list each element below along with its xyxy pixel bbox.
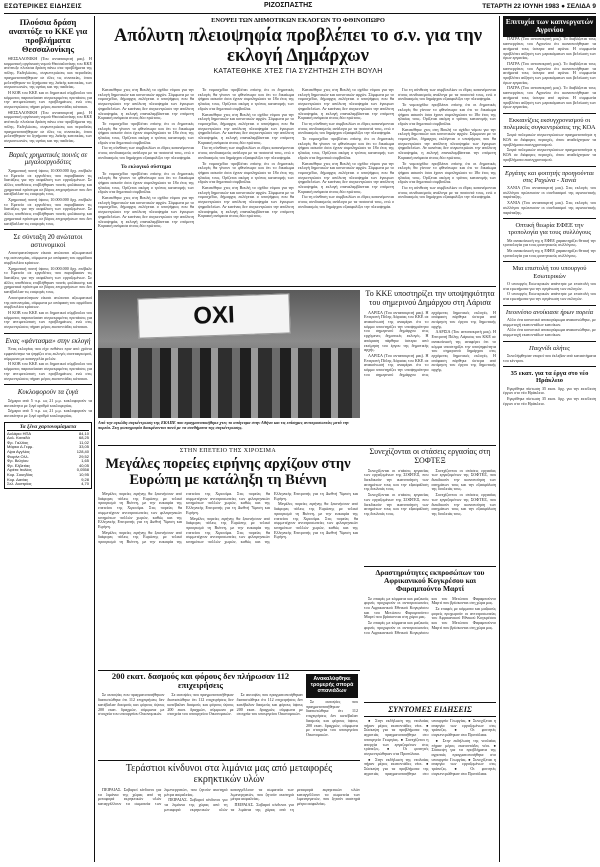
column-divider: [94, 16, 95, 862]
tax-article: 200 εκατ. δασμούς και φόρους δεν πλήρωσαν 112 επιχειρήσεις Σε αυτοψίες που πραγματοποιήθηκαν διαπιστώθηκε ότι 112 επιχειρήσεις δεν κατέβαλαν δασμούς και φόρους ύψους 200 εκατ. δραχμών, σύμφωνα με στοιχεία του υπουργείου Οικονομικών. Σε αυτοψίες που πραγματοποιήθηκαν διαπιστώθηκε ότι 112 επιχειρήσεις δεν κατέβαλαν δασμούς και φόρους ύψους 200 εκατ. δραχμών, σύμφωνα με στοιχεία του υπουργείου Οικονομικών. Σε αυτοψίες που πραγματοποιήθηκαν διαπιστώθηκε ότι 112 επιχειρήσεις δεν κατέβαλαν δασμούς και φόρους ύψους 200 εκατ. δραχμών, σύμφωνα με στοιχεία του υπουργείου Οικονομικών.: [98, 672, 303, 717]
softex-article: Συνεχίζονται οι στάσεις εργασίας στη ΣΟΦΤΕΞ Συνεχίζονται οι στάσεις εργασίας των εργαζομένων της ΣΟΦΤΕΞ, που διεκδικούν την ικανοποίηση των αιτημάτων τους και την εξασφάλιση της δουλειάς τους. Συνεχίζονται οι στάσεις εργασίας των εργαζομένων της ΣΟΦΤΕΞ, που διεκδικούν την ικανοποίηση των αιτημάτων τους και την εξασφάλιση της δουλειάς τους. Συνεχίζονται οι στάσεις εργασίας των εργαζομένων της ΣΟΦΤΕΞ, που διεκδικούν την ικανοποίηση των αιτημάτων τους και την εξασφάλιση της δουλειάς τους. Συνεχίζονται οι στάσεις εργασίας των εργαζομένων της ΣΟΦΤΕΞ, που διεκδικούν την ικανοποίηση των αιτημάτων τους και την εξασφάλιση της δουλειάς τους.: [364, 448, 496, 516]
subsection-heading: Το εκλογικό σύστημα: [120, 163, 172, 170]
article-heading: Τεράστιοι κίνδυνοι στα λιμάνια μας από μεταφορές εκρηκτικών υλών: [125, 763, 333, 785]
article-heading: Εκκαινίζεις εκσυγχρονισμού οι πολεμικές συγκεντρώσεις της ΚΟΑ: [503, 116, 596, 132]
article-heading: Ιτεοινέσιο ανοίκιασε ήρων πορεία: [505, 308, 594, 316]
left-column: [4, 16, 92, 862]
short-news: ΣΥΝΤΟΜΕΣ ΕΙΔΗΣΕΙΣ ● Στην εκδήλωση της νεολαίας πήραν μέρος εκατοντάδες νέοι. ● Σύσκεψη για τα προβλήματα της αγροτιάς πραγματοποιήθηκε στο υπουργείο Γεωργίας. ● Συνεχίζεται η απεργία των εργαζομένων στις τράπεζες. ● Οι φοιτητές συγκεντρώθηκαν στα Προπύλαια. ● Στην εκδήλωση της νεολαίας πήραν μέρος εκατοντάδες νέοι. ● Σύσκεψη για τα προβλήματα της αγροτιάς πραγματοποιήθηκε στο υπουργείο Γεωργίας. ● Συνεχίζεται η απεργία των εργαζομένων στις τράπεζες. ● Οι φοιτητές συγκεντρώθηκαν στα Προπύλαια. ● Στην εκδήλωση της νεολαίας πήραν μέρος εκατοντάδες νέοι. ● Σύσκεψη για τα προβλήματα της αγροτιάς πραγματοποιήθηκε στο υπουργείο Γεωργίας. ● Συνεχίζεται η απεργία των εργαζομένων στις τράπεζες. ● Οι φοιτητές συγκεντρώθηκαν στα Προπύλαια.: [364, 702, 496, 863]
article-heading: Μια επιστολή του υπουργού Εσωτερικών: [512, 265, 587, 280]
story-column: Κατατέθηκε χτες στη Βουλή το σχέδιο νόμου για την εκλογή δημοτικών και κοινοτικών αρχών. Σύμφωνα με το νομοσχέδιο, δήμαρχος εκλέγεται ο υποψήφιος που θα συγκεντρώσει την απόλυτη πλειοψηφία των έγκυρων ψηφοδελτίων. Αν κανένας δεν συγκεντρώσει την απόλυτη πλειοψηφία, η εκλογή επαναλαμβάνεται την επόμενη Κυριακή ανάμεσα στους δύο πρώτους. Το νομοσχέδιο προβλέπει επίσης ότι οι δημοτικές εκλογές θα γίνουν το φθινόπωρο και ότι το δικαίωμα ψήφου ασκούν όσοι έχουν συμπληρώσει το 18ο έτος της ηλικίας τους. Ορίζεται ακόμη ο τρόπος κατανομής των εδρών στα δημοτικά συμβούλια. Για τη σύνθεση των συμβουλίων οι έδρες κατανέμονται στους συνδυασμούς ανάλογα με τα ποσοστά τους, ενώ ο συνδυασμός του δημάρχου εξασφαλίζει την πλειοψηφία. Το εκλογικό σύστημα Το νομοσχέδιο προβλέπει επίσης ότι οι δημοτικές εκλογές θα γίνουν το φθινόπωρο και ότι το δικαίωμα ψήφου ασκούν όσοι έχουν συμπληρώσει το 18ο έτος της ηλικίας τους. Ορίζεται ακόμη ο τρόπος κατανομής των εδρών στα δημοτικά συμβούλια. Κατατέθηκε χτες στη Βουλή το σχέδιο νόμου για την εκλογή δημοτικών και κοινοτικών αρχών. Σύμφωνα με το νομοσχέδιο, δήμαρχος εκλέγεται ο υποψήφιος που θα συγκεντρώσει την απόλυτη πλειοψηφία των έγκυρων ψηφοδελτίων. Αν κανένας δεν συγκεντρώσει την απόλυτη πλειοψηφία, η εκλογή επαναλαμβάνεται την επόμενη Κυριακή ανάμεσα στους δύο πρώτους.: [98, 88, 194, 229]
article-heading: Δραστηριότητες εκπροσώπων του Αφρικανικού Κογκρέσου και Φαραμπούντο Μαρτί: [375, 569, 485, 594]
currency-name: Μάρκο Δ.Γερμ.: [7, 444, 34, 450]
currency-title: Τα ξένα χαρτονομίσματα: [7, 424, 89, 431]
article-heading: Επιτυχία των καπνεργατών Αγρινίου: [503, 16, 596, 37]
article-heading: Οπτική θεωρία ΕΦΕΕ την τροπολογία για τους συλλόγους: [508, 222, 591, 237]
date-page: ΤΕΤΑΡΤΗ 22 ΙΟΥΝΗ 1983 ● ΣΕΛΙΔΑ 9: [482, 3, 596, 10]
article-body: Χρηματική ποινή ύψους 10.000.000 δρχ. επέβαλε το Εφετείο σε εργοδότες που παραβίασαν τις διατάξεις για την ασφάλιση των εργαζομένων. Σε άλλες υποθέσεις επιβλήθηκαν ποινές φυλάκισης και χρηματικά πρόστιμα σε βάρος επιχειρήσεων που δεν κατέβαλλαν τις εισφορές τους. Χρηματική ποινή ύψους 10.000.000 δρχ. επέβαλε το Εφετείο σε εργοδότες που παραβίασαν τις διατάξεις για την ασφάλιση των εργαζομένων. Σε άλλες υποθέσεις επιβλήθηκαν ποινές φυλάκισης και χρηματικά πρόστιμα σε βάρος επιχειρήσεων που δεν κατέβαλλαν τις εισφορές τους.: [4, 167, 92, 226]
short-news-heading: ΣΥΝΤΟΜΕΣ ΕΙΔΗΣΕΙΣ: [364, 703, 496, 717]
article-body: Αποστρατεύτηκαν είκοσι ανώτατοι αξιωματικοί της αστυνομίας, σύμφωνα με απόφαση του αρμόδιου συμβουλίου κρίσεων. Χρηματική ποινή ύψους 10.000.000 δρχ. επέβαλε το Εφετείο σε εργοδότες που παραβίασαν τις διατάξεις για την ασφάλιση των εργαζομένων. Σε άλλες υποθέσεις επιβλήθηκαν ποινές φυλάκισης και χρηματικά πρόστιμα σε βάρος επιχειρήσεων που δεν κατέβαλλαν τις εισφορές τους. Αποστρατεύτηκαν είκοσι ανώτατοι αξιωματικοί της αστυνομίας, σύμφωνα με απόφαση του αρμόδιου συμβουλίου κρίσεων. Η ΚΟΒ του ΚΚΕ και οι δημοτικοί σύμβουλοι του κόμματος παρουσίασαν συγκεκριμένες προτάσεις για την αντιμετώπιση των προβλημάτων, ενώ στις συγκεντρώσεις πήραν μέρος εκατοντάδες κάτοικοι.: [4, 250, 92, 330]
banner-text: ΟΧΙ: [192, 301, 236, 330]
currency-rate: 9,28: [81, 476, 89, 482]
article-heading: Πλούσια δράση αναπτύξε το ΚΚΕ για προβλήματα Θεσσαλονίκης: [8, 17, 88, 54]
currency-rate: 84,10: [78, 430, 89, 436]
currency-name: Φρ. Ελβετίας: [7, 462, 31, 468]
larissa-article: Το ΚΚΕ υποστηρίζει την υποψηφιότητα του σημερινού Δημάρχου στη Λάρισα ΛΑΡΙΣΑ (Του ανταποκριτή μας). Η Επιτροπή Πόλης Λάρισας του ΚΚΕ σε ανακοίνωσή της αναφέρει ότι το κόμμα υποστηρίζει την υποψηφιότητα του σημερινού δημάρχου στις ερχόμενες δημοτικές εκλογές. Η απόφαση πάρθηκε ύστερα από εκτίμηση του έργου της δημοτικής αρχής. ΛΑΡΙΣΑ (Του ανταποκριτή μας). Η Επιτροπή Πόλης Λάρισας του ΚΚΕ σε ανακοίνωσή της αναφέρει ότι το κόμμα υποστηρίζει την υποψηφιότητα του σημερινού δημάρχου στις ερχόμενες δημοτικές εκλογές. Η απόφαση πάρθηκε ύστερα από εκτίμηση του έργου της δημοτικής αρχής. ΛΑΡΙΣΑ (Του ανταποκριτή μας). Η Επιτροπή Πόλης Λάρισας του ΚΚΕ σε ανακοίνωσή της αναφέρει ότι το κόμμα υποστηρίζει την υποψηφιότητα του σημερινού δημάρχου στις ερχόμενες δημοτικές εκλογές. Η απόφαση πάρθηκε ύστερα από εκτίμηση του έργου της δημοτικής αρχής.: [364, 290, 496, 377]
hiroshima-article: ΣΤΗΝ ΕΠΕΤΕΙΟ ΤΗΣ ΧΙΡΟΣΙΜΑ Μεγάλες πορείες ειρήνης αρχίζουν στην Ευρώπη με κατάληξη τη Βιέννη Μεγάλες πορείες ειρήνης θα ξεκινήσουν από διάφορες πόλεις της Ευρώπης με τελικό προορισμό τη Βιέννη, με την ευκαιρία της επετείου της Χιροσίμα. Στις πορείες θα συμμετέχουν αντιπροσωπείες των φιλειρηνικών κινημάτων πολλών χωρών, καθώς και της Ελληνικής Επιτροπής για τη Διεθνή Ύφεση και Ειρήνη. Μεγάλες πορείες ειρήνης θα ξεκινήσουν από διάφορες πόλεις της Ευρώπης με τελικό προορισμό τη Βιέννη, με την ευκαιρία της επετείου της Χιροσίμα. Στις πορείες θα συμμετέχουν αντιπροσωπείες των φιλειρηνικών κινημάτων πολλών χωρών, καθώς και της Ελληνικής Επιτροπής για τη Διεθνή Ύφεση και Ειρήνη. Μεγάλες πορείες ειρήνης θα ξεκινήσουν από διάφορες πόλεις της Ευρώπης με τελικό προορισμό τη Βιέννη, με την ευκαιρία της επετείου της Χιροσίμα. Στις πορείες θα συμμετέχουν αντιπροσωπείες των φιλειρηνικών κινημάτων πολλών χωρών, καθώς και της Ελληνικής Επιτροπής για τη Διεθνή Ύφεση και Ειρήνη. Μεγάλες πορείες ειρήνης θα ξεκινήσουν από διάφορες πόλεις της Ευρώπης με τελικό προορισμό τη Βιέννη, με την ευκαιρία της επετείου της Χιροσίμα. Στις πορείες θα συμμετέχουν αντιπροσωπείες των φιλειρηνικών κινημάτων πολλών χωρών, καθώς και της Ελληνικής Επιτροπής για τη Διεθνή Ύφεση και Ειρήνη.: [98, 448, 358, 545]
seed-box: Ανακαλύφθηκε τρομερής σπορά σπανιάδων: [306, 674, 358, 698]
currency-row: [7, 482, 89, 487]
currency-rate: 33,05: [78, 444, 89, 450]
main-story: [98, 16, 498, 86]
newspaper-name: ΡΙΖΟΣΠΑΣΤΗΣ: [264, 2, 313, 9]
article-heading: Σε σύνταξη 20 ανώτατοι αστυνομικοί: [13, 233, 83, 249]
banner: [137, 293, 290, 338]
right-column: Επιτυχία των καπνεργατών Αγρινίου ΠΑΤΡΑ (Του ανταποκριτή μας). Το διαβάζεται τους καπνεργάτες του Αγρινίου ότι ικανοποιήθηκαν τα αιτήματά τους ύστερα από αγώνα. Η συμφωνία προβλέπει αύξηση των μεροκάματων και βελτίωση των όρων εργασίας. ΠΑΤΡΑ (Του ανταποκριτή μας). Το διαβάζεται τους καπνεργάτες του Αγρινίου ότι ικανοποιήθηκαν τα αιτήματά τους ύστερα από αγώνα. Η συμφωνία προβλέπει αύξηση των μεροκάματων και βελτίωση των όρων εργασίας. ΠΑΤΡΑ (Του ανταποκριτή μας). Το διαβάζεται τους καπνεργάτες του Αγρινίου ότι ικανοποιήθηκαν τα αιτήματά τους ύστερα από αγώνα. Η συμφωνία προβλέπει αύξηση των μεροκάματων και βελτίωση των όρων εργασίας. Εκκαινίζεις εκσυγχρονισμού οι πολεμικές συγκεντρώσεις της ΚΟΑ Σειρά πολεμικών συγκεντρώσεων πραγματοποίησε η ΚΟΑ σε διάφορες περιοχές, όπου αναδείχτηκαν τα προβλήματα εκσυγχρονισμού. Σειρά πολεμικών συγκεντρώσεων πραγματοποίησε η ΚΟΑ σε διάφορες περιοχές, όπου αναδείχτηκαν τα προβλήματα εκσυγχρονισμού. Εργάτης και φοιτητής προηγούνται στις Ραχώνα - Χανιά ΧΑΝΙΑ (Του ανταποκριτή μας). Στις εκλογές του συλλόγου πρώτευσαν οι συνδυασμοί της αγωνιστικής παράταξης. ΧΑΝΙΑ (Του ανταποκριτή μας). Στις εκλογές του συλλόγου πρώτευσαν οι συνδυασμοί της αγωνιστικής παράταξης. Οπτική θεωρία ΕΦΕΕ την τροπολογία για τους συλλόγους Με ανακοίνωσή της η ΕΦΕΕ χαρακτηρίζει θετική την τροπολογία για τους φοιτητικούς συλλόγους. Με ανακοίνωσή της η ΕΦΕΕ χαρακτηρίζει θετική την τροπολογία για τους φοιτητικούς συλλόγους. Μια επιστολή του υπουργού Εσωτερικών Ο υπουργός Εσωτερικών απάντησε με επιστολή του στα ερωτήματα για την οργάνωση των εκλογών. Ο υπουργός Εσωτερικών απάντησε με επιστολή του στα ερωτήματα για την οργάνωση των εκλογών. Ιτεοινέσιο ανοίκιασε ήρων πορεία Αλλο ένα κοινοτικό αποκορύφωμα ανακοινώθηκε, με συμμετοχή εκατοντάδων κατοίκων. Αλλο ένα κοινοτικό αποκορύφωμα ανακοινώθηκε, με συμμετοχή εκατοντάδων κατοίκων. Παιχνίδι αλήτες Συνελήφθησαν νεαροί που έκλεβαν από καταστήματα του κέντρου. 35 εκατ. για τα έργα στο νέο Ηράκλειο Εγκρίθηκε πίστωση 35 εκατ. δρχ. για την εκτέλεση έργων στο νέο Ηράκλειο. Εγκρίθηκε πίστωση 35 εκατ. δρχ. για την εκτέλεση έργων στο νέο Ηράκλειο.: [503, 17, 596, 406]
subhead: ΚΑΤΑΤΕΘΗΚΕ ΧΤΕΣ ΓΙΑ ΣΥΖΗΤΗΣΗ ΣΤΗ ΒΟΥΛΗ: [213, 68, 383, 75]
article-body: ΘΕΣΣΑΛΟΝΙΚΗ (Του ανταποκριτή μας). Η κομματική οργάνωση νομού Θεσσαλονίκης του ΚΚΕ ανέπτυξε πλούσια δράση πάνω στα προβλήματα της πόλης. Εκδηλώσεις, συγκεντρώσεις και περιοδείες πραγματοποιήθηκαν σε όλες τις συνοικίες, όπου μελετήθηκαν τα ζητήματα της λαϊκής κατοικίας, των συγκοινωνιών, της υγείας και της παιδείας. Η ΚΟΒ του ΚΚΕ και οι δημοτικοί σύμβουλοι του κόμματος παρουσίασαν συγκεκριμένες προτάσεις για την αντιμετώπιση των προβλημάτων, ενώ στις συγκεντρώσεις πήραν μέρος εκατοντάδες κάτοικοι. ΘΕΣΣΑΛΟΝΙΚΗ (Του ανταποκριτή μας). Η κομματική οργάνωση νομού Θεσσαλονίκης του ΚΚΕ ανέπτυξε πλούσια δράση πάνω στα προβλήματα της πόλης. Εκδηλώσεις, συγκεντρώσεις και περιοδείες πραγματοποιήθηκαν σε όλες τις συνοικίες, όπου μελετήθηκαν τα ζητήματα της λαϊκής κατοικίας, των συγκοινωνιών, της υγείας και της παιδείας.: [4, 56, 92, 143]
main-headline: Απόλυτη πλειοψηφία προβλέπει το σ.ν. για την εκλογή Δημάρχων: [113, 26, 483, 66]
article-heading: Βαριές χρηματικές ποινές σε μεγαλοεργοδότες: [8, 150, 88, 167]
divider: [98, 760, 360, 761]
crowd: [98, 348, 360, 418]
currency-name: Λίρα Αγγλίας: [7, 449, 30, 455]
story-column: Κατατέθηκε χτες στη Βουλή το σχέδιο νόμου για την εκλογή δημοτικών και κοινοτικών αρχών. Σύμφωνα με το νομοσχέδιο, δήμαρχος εκλέγεται ο υποψήφιος που θα συγκεντρώσει την απόλυτη πλειοψηφία των έγκυρων ψηφοδελτίων. Αν κανένας δεν συγκεντρώσει την απόλυτη πλειοψηφία, η εκλογή επαναλαμβάνεται την επόμενη Κυριακή ανάμεσα στους δύο πρώτους. Για τη σύνθεση των συμβουλίων οι έδρες κατανέμονται στους συνδυασμούς ανάλογα με τα ποσοστά τους, ενώ ο συνδυασμός του δημάρχου εξασφαλίζει την πλειοψηφία. Το νομοσχέδιο προβλέπει επίσης ότι οι δημοτικές εκλογές θα γίνουν το φθινόπωρο και ότι το δικαίωμα ψήφου ασκούν όσοι έχουν συμπληρώσει το 18ο έτος της ηλικίας τους. Ορίζεται ακόμη ο τρόπος κατανομής των εδρών στα δημοτικά συμβούλια. Κατατέθηκε χτες στη Βουλή το σχέδιο νόμου για την εκλογή δημοτικών και κοινοτικών αρχών. Σύμφωνα με το νομοσχέδιο, δήμαρχος εκλέγεται ο υποψήφιος που θα συγκεντρώσει την απόλυτη πλειοψηφία των έγκυρων ψηφοδελτίων. Αν κανένας δεν συγκεντρώσει την απόλυτη πλειοψηφία, η εκλογή επαναλαμβάνεται την επόμενη Κυριακή ανάμεσα στους δύο πρώτους. Για τη σύνθεση των συμβουλίων οι έδρες κατανέμονται στους συνδυασμούς ανάλογα με τα ποσοστά τους, ενώ ο συνδυασμός του δημάρχου εξασφαλίζει την πλειοψηφία.: [298, 88, 394, 209]
rally-photo: [98, 290, 360, 418]
article-heading: Το ΚΚΕ υποστηρίζει την υποψηφιότητα του σημερινού Δημάρχου στη Λάρισα: [365, 290, 495, 307]
currency-name: Φρ. Γαλλίας: [7, 439, 29, 445]
currency-box: [4, 422, 92, 489]
kicker: ΣΤΗΝ ΕΠΕΤΕΙΟ ΤΗΣ ΧΙΡΟΣΙΜΑ: [179, 448, 277, 454]
currency-rate: 0,0558: [76, 467, 89, 473]
article-body: Σήμερα από 5 π.μ. ως 21 μ.μ. κυκλοφορούν τα αυτοκίνητα με ζυγό αριθμό κυκλοφορίας. Σήμερα από 5 π.μ. ως 21 μ.μ. κυκλοφορούν τα αυτοκίνητα με ζυγό αριθμό κυκλοφορίας.: [4, 397, 92, 418]
currency-rate: 68,25: [78, 435, 89, 441]
article-heading: 200 εκατ. δασμούς και φόρους δεν πλήρωσαν 112 επιχειρήσεις: [111, 672, 290, 691]
african-congress-article: Δραστηριότητες εκπροσώπων του Αφρικανικού Κογκρέσου και Φαραμπούντο Μαρτί Σε επαφές με κόμματα και μαζικούς φορείς προχωρούν οι αντιπροσωπείες του Αφρικανικού Εθνικού Κογκρέσου και του Μετώπου Φαραμπούντο Μαρτί που βρίσκονται στη χώρα μας. Σε επαφές με κόμματα και μαζικούς φορείς προχωρούν οι αντιπροσωπείες του Αφρικανικού Εθνικού Κογκρέσου και του Μετώπου Φαραμπούντο Μαρτί που βρίσκονται στη χώρα μας. Σε επαφές με κόμματα και μαζικούς φορείς προχωρούν οι αντιπροσωπείες του Αφρικανικού Εθνικού Κογκρέσου και του Μετώπου Φαραμπούντο Μαρτί που βρίσκονται στη χώρα μας.: [364, 569, 496, 635]
currency-name: Κορ. Σουηδίας: [7, 471, 33, 477]
currency-rate: 4,70: [81, 481, 89, 487]
currency-name: Δολάριο ΗΠΑ: [7, 430, 32, 436]
currency-name: Φρ. Βελγίου: [7, 458, 29, 464]
article-heading: 35 εκατ. για τα έργα στο νέο Ηράκλειο: [510, 370, 589, 385]
currency-name: Σελ. Αυστρίας: [7, 481, 32, 487]
currency-name: Κορ. Δανίας: [7, 476, 29, 482]
column-divider: [499, 16, 500, 862]
currency-rate: 29,52: [78, 453, 89, 459]
currency-rate: 1,65: [81, 458, 89, 464]
divider: [98, 445, 496, 446]
article-heading: Συνεχίζονται οι στάσεις εργασίας στη ΣΟΦΤΕΞ: [369, 448, 491, 465]
currency-rate: 128,40: [76, 449, 89, 455]
currency-rate: 40,05: [78, 462, 89, 468]
story-column: Το νομοσχέδιο προβλέπει επίσης ότι οι δημοτικές εκλογές θα γίνουν το φθινόπωρο και ότι το δικαίωμα ψήφου ασκούν όσοι έχουν συμπληρώσει το 18ο έτος της ηλικίας τους. Ορίζεται ακόμη ο τρόπος κατανομής των εδρών στα δημοτικά συμβούλια. Κατατέθηκε χτες στη Βουλή το σχέδιο νόμου για την εκλογή δημοτικών και κοινοτικών αρχών. Σύμφωνα με το νομοσχέδιο, δήμαρχος εκλέγεται ο υποψήφιος που θα συγκεντρώσει την απόλυτη πλειοψηφία των έγκυρων ψηφοδελτίων. Αν κανένας δεν συγκεντρώσει την απόλυτη πλειοψηφία, η εκλογή επαναλαμβάνεται την επόμενη Κυριακή ανάμεσα στους δύο πρώτους. Για τη σύνθεση των συμβουλίων οι έδρες κατανέμονται στους συνδυασμούς ανάλογα με τα ποσοστά τους, ενώ ο συνδυασμός του δημάρχου εξασφαλίζει την πλειοψηφία. Το νομοσχέδιο προβλέπει επίσης ότι οι δημοτικές εκλογές θα γίνουν το φθινόπωρο και ότι το δικαίωμα ψήφου ασκούν όσοι έχουν συμπληρώσει το 18ο έτος της ηλικίας τους. Ορίζεται ακόμη ο τρόπος κατανομής των εδρών στα δημοτικά συμβούλια. Κατατέθηκε χτες στη Βουλή το σχέδιο νόμου για την εκλογή δημοτικών και κοινοτικών αρχών. Σύμφωνα με το νομοσχέδιο, δήμαρχος εκλέγεται ο υποψήφιος που θα συγκεντρώσει την απόλυτη πλειοψηφία των έγκυρων ψηφοδελτίων. Αν κανένας δεν συγκεντρώσει την απόλυτη πλειοψηφία, η εκλογή επαναλαμβάνεται την επόμενη Κυριακή ανάμεσα στους δύο πρώτους.: [198, 88, 294, 219]
article-headline: Μεγάλες πορείες ειρήνης αρχίζουν στην Ευρώπη με κατάληξη τη Βιέννη: [105, 456, 351, 488]
article-heading: Παιχνίδι αλήτες: [529, 344, 570, 352]
section-label: ΕΣΩΤΕΡΙΚΕΣ ΕΙΔΗΣΕΙΣ: [4, 3, 82, 10]
divider: [98, 286, 496, 287]
kicker: ΕΝΟΨΕΙ ΤΩΝ ΔΗΜΟΤΙΚΩΝ ΕΚΛΟΓΩΝ ΤΟ ΦΘΙΝΟΠΩΡΟ: [211, 17, 385, 24]
currency-name: Λιρέτα Ιταλίας: [7, 467, 32, 473]
currency-rate: 10,95: [78, 471, 89, 477]
story-column: Για τη σύνθεση των συμβουλίων οι έδρες κατανέμονται στους συνδυασμούς ανάλογα με τα ποσοστά τους, ενώ ο συνδυασμός του δημάρχου εξασφαλίζει την πλειοψηφία. Το νομοσχέδιο προβλέπει επίσης ότι οι δημοτικές εκλογές θα γίνουν το φθινόπωρο και ότι το δικαίωμα ψήφου ασκούν όσοι έχουν συμπληρώσει το 18ο έτος της ηλικίας τους. Ορίζεται ακόμη ο τρόπος κατανομής των εδρών στα δημοτικά συμβούλια. Κατατέθηκε χτες στη Βουλή το σχέδιο νόμου για την εκλογή δημοτικών και κοινοτικών αρχών. Σύμφωνα με το νομοσχέδιο, δήμαρχος εκλέγεται ο υποψήφιος που θα συγκεντρώσει την απόλυτη πλειοψηφία των έγκυρων ψηφοδελτίων. Αν κανένας δεν συγκεντρώσει την απόλυτη πλειοψηφία, η εκλογή επαναλαμβάνεται την επόμενη Κυριακή ανάμεσα στους δύο πρώτους. Το νομοσχέδιο προβλέπει επίσης ότι οι δημοτικές εκλογές θα γίνουν το φθινόπωρο και ότι το δικαίωμα ψήφου ασκούν όσοι έχουν συμπληρώσει το 18ο έτος της ηλικίας τους. Ορίζεται ακόμη ο τρόπος κατανομής των εδρών στα δημοτικά συμβούλια. Για τη σύνθεση των συμβουλίων οι έδρες κατανέμονται στους συνδυασμούς ανάλογα με τα ποσοστά τους, ενώ ο συνδυασμός του δημάρχου εξασφαλίζει την πλειοψηφία.: [398, 88, 496, 200]
divider: [98, 670, 360, 671]
divider: [364, 566, 496, 567]
article-heading: Ενας «φάντασμα» στην εκλογή: [5, 336, 91, 345]
photo-caption: Από την ογκώδη συγκέντρωση της ΕΚΑΠΕ που πραγματοποιήθηκε χτες το απόγευμα στην Αθήνα και τις επίσημες αντιπροσωπείες μετά την πορεία. Στη φωτογραφία διακρίνονται πανό με τα συνθήματα της συγκέντρωσης.: [98, 420, 350, 430]
article-heading: Κυκλοφορούν τα ζυγά: [17, 388, 79, 397]
article-body: Σε αυτοψίες που πραγματοποιήθηκαν διαπιστώθηκε ότι 112 επιχειρήσεις δεν κατέβαλαν δασμούς και φόρους ύψους 200 εκατ. δραχμών, σύμφωνα με στοιχεία του υπουργείου Οικονομικών.: [306, 700, 358, 737]
currency-rate: 11,02: [79, 439, 89, 445]
article-body: Ένας εκλογέας που είχε πεθάνει πριν από χρόνια εμφανίστηκε να ψηφίζει στις εκλογές συνεταιρισμού, σύμφωνα με καταγγελία μελών. Η ΚΟΒ του ΚΚΕ και οι δημοτικοί σύμβουλοι του κόμματος παρουσίασαν συγκεκριμένες προτάσεις για την αντιμετώπιση των προβλημάτων, ενώ στις συγκεντρώσεις πήραν μέρος εκατοντάδες κάτοικοι.: [4, 346, 92, 381]
currency-table: [7, 432, 89, 487]
article-heading: Εργάτης και φοιτητής προηγούνται στις Ραχώνα - Χανιά: [505, 169, 594, 184]
currency-name: Δολ. Καναδά: [7, 435, 30, 441]
currency-name: Φιορίνι Ολλ.: [7, 453, 29, 459]
page-header: [4, 2, 596, 14]
port-article: Τεράστιοι κίνδυνοι στα λιμάνια μας από μεταφορές εκρηκτικών υλών ΠΕΙΡΑΙΑΣ. Σοβαροί κίνδυνοι για τα λιμάνια της χώρας από τη μεταφορά εκρηκτικών υλών καταγγέλλουν τα σωματεία των λιμενεργατών, που ζητούν αυστηρά μέτρα ασφαλείας. ΠΕΙΡΑΙΑΣ. Σοβαροί κίνδυνοι για τα λιμάνια της χώρας από τη μεταφορά εκρηκτικών υλών καταγγέλλουν τα σωματεία των λιμενεργατών, που ζητούν αυστηρά μέτρα ασφαλείας. ΠΕΙΡΑΙΑΣ. Σοβαροί κίνδυνοι για τα λιμάνια της χώρας από τη μεταφορά εκρηκτικών υλών καταγγέλλουν τα σωματεία των λιμενεργατών, που ζητούν αυστηρά μέτρα ασφαλείας.: [98, 763, 360, 812]
